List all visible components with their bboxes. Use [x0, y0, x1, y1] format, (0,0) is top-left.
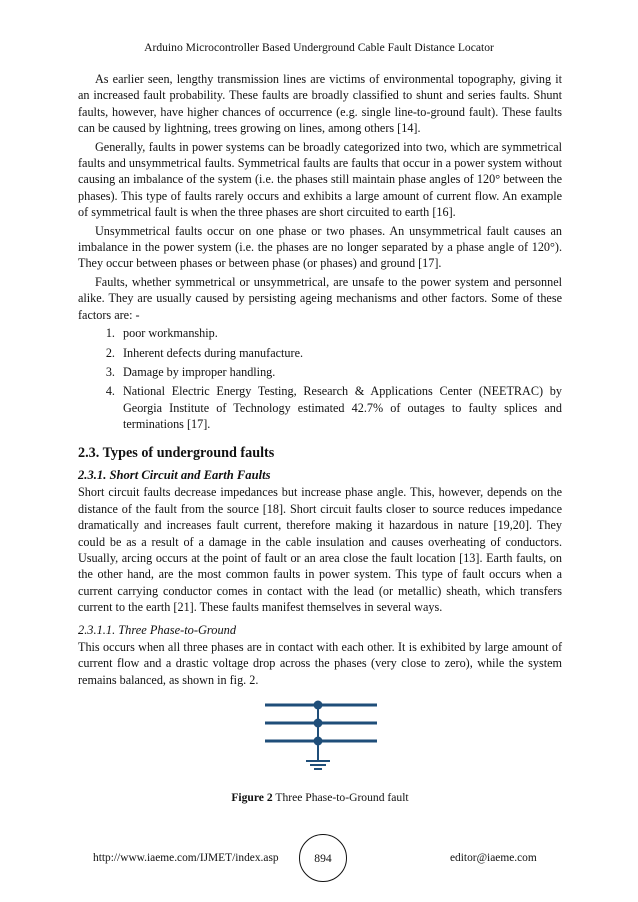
subsection-heading: 2.3.1. Short Circuit and Earth Faults — [78, 467, 271, 482]
footer-url: http://www.iaeme.com/IJMET/index.asp — [93, 852, 279, 864]
subsubsection-paragraph: This occurs when all three phases are in contact with each other. It is exhibited by large amount of current flow and a drastic voltage drop across the phases (very close to zero), while the system remains balanced, as shown in fig. 2. — [78, 640, 562, 687]
fault-node-b — [314, 719, 323, 728]
list-item: 1. poor workmanship. — [118, 325, 562, 341]
list-item: 3. Damage by improper handling. — [118, 364, 562, 380]
paragraph-2: Generally, faults in power systems can be broadly categorized into two, which are symmetrical faults and unsymmetrical faults. Symmetrical faults are faults that occur in a power system without causing an imbalance of the system (i.e. the phases still maintain phase angles of 120° between the phases). This type of faults rarely occurs and exhibits a large amount of current flow. An example of symmetrical fault is when the three phases are short circuited to earth [16]. — [78, 139, 562, 220]
figure-caption — [78, 790, 562, 806]
list-item: 4. National Electric Energy Testing, Research & Applications Center (NEETRAC) by Georgia Institute of Technology estimated 42.7% of outages to faulty splices and terminations [17]. — [118, 383, 562, 432]
figure-2 — [78, 695, 562, 770]
fault-node-c — [314, 737, 323, 746]
section-heading: 2.3. Types of underground faults — [78, 444, 275, 461]
running-header: Arduino Microcontroller Based Underground Cable Fault Distance Locator — [144, 41, 494, 54]
subsubsection-heading: 2.3.1.1. Three Phase-to-Ground — [78, 622, 237, 637]
footer-email: editor@iaeme.com — [450, 852, 537, 864]
paragraph-4: Faults, whether symmetrical or unsymmetrical, are unsafe to the power system and personnel alike. They are usually caused by persisting ageing mechanisms and other factors. Some of these factors are: - — [78, 274, 562, 322]
figure-caption-text: Three Phase-to-Ground fault — [275, 791, 409, 805]
paragraph-3: Unsymmetrical faults occur on one phase or two phases. An unsymmetrical fault causes an imbalance in the power system (i.e. the phases are no longer separated by a phase angle of 120°). They occur between phases or between phase (or phases) and ground [17]. — [78, 223, 562, 271]
fault-node-a — [314, 701, 323, 710]
subsection-paragraph: Short circuit faults decrease impedances but increase phase angle. This, however, depends on the distance of the fault from the source [18]. Short circuit faults closer to source reduces impedance dramatically and increases fault current, therefore making it hazardous in nature [19,20]. They could be as a result of a damage in the cable insulation and causes overheating of conductors. Usually, arcing occurs at the point of fault or an area close the fault location [13]. Earth faults, on the other hand, are the most common faults in power system. This type of fault occurs when a current carrying conductor comes in contact with the lead (or metallic) sheath, which transfers current to the earth [21]. These faults manifest themselves in several ways. — [78, 485, 562, 615]
figure-label: Figure 2 — [231, 791, 273, 805]
list-item: 2. Inherent defects during manufacture. — [118, 345, 562, 361]
page-number: 894 — [299, 834, 347, 882]
page-body — [78, 71, 562, 807]
three-phase-ground-diagram — [260, 695, 382, 773]
paragraph-1: As earlier seen, lengthy transmission lines are victims of environmental topography, giving it an increased fault probability. These faults are broadly classified to shunt and series faults. Shunt faults, however, have higher chances of occurrence (e.g. single line-to-ground fault). These faults can be caused by lightning, trees growing on lines, among others [14]. — [78, 72, 562, 136]
factors-list — [78, 325, 562, 432]
